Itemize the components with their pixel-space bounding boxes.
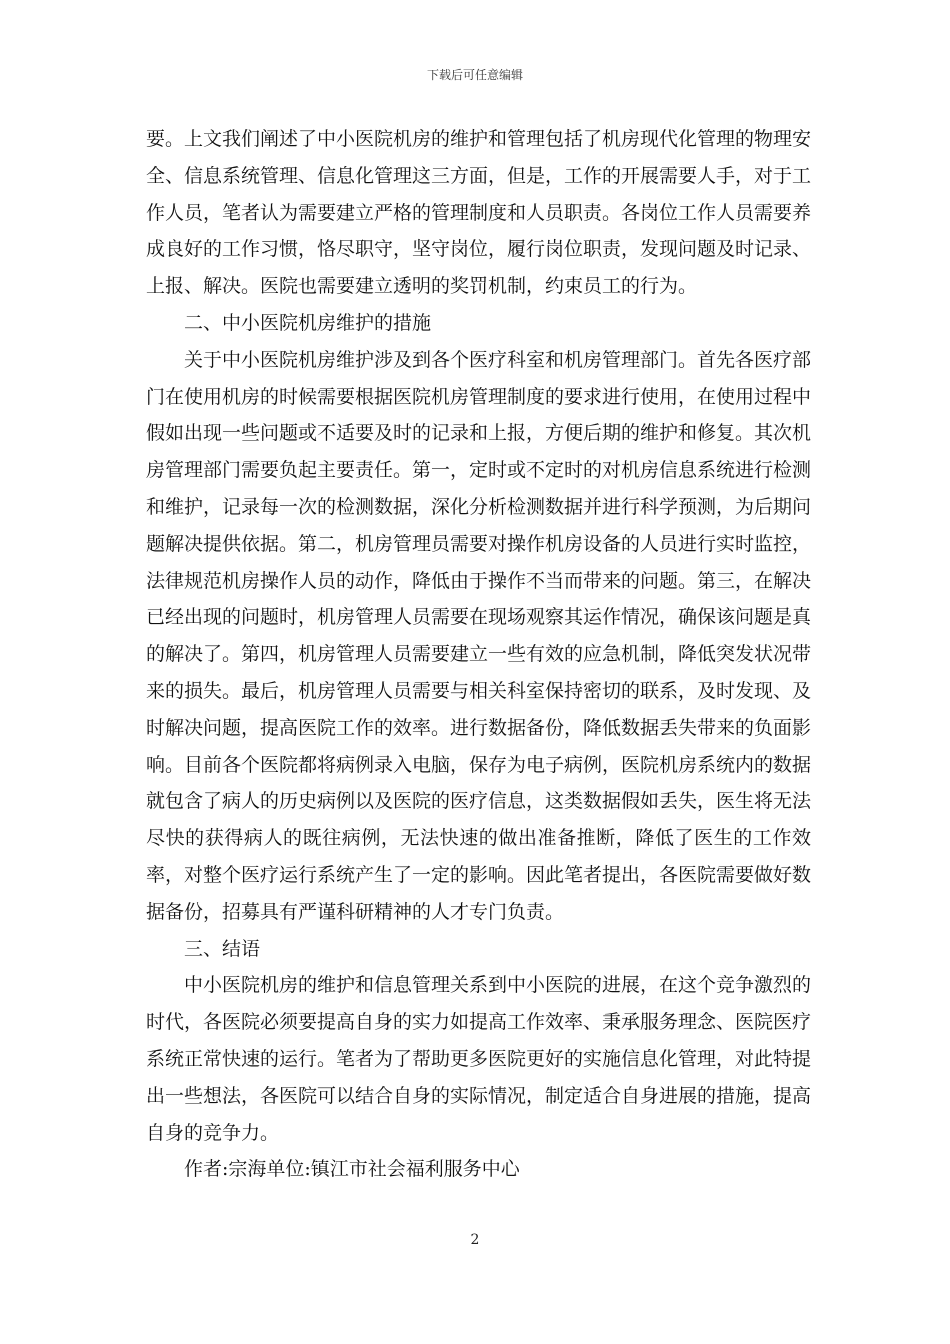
- page-header: 下载后可任意编辑: [426, 68, 523, 82]
- paragraph-conclusion: 中小医院机房的维护和信息管理关系到中小医院的进展，在这个竞争激烈的时代，各医院必须要提高自身的实力如提高工作效率、秉承服务理念、医院医疗系统正常快速的运行。笔者为了帮助更多医院更好的实施信息化管理，对此特提出一些想法，各医院可以结合自身的实际情况，制定适合自身进展的措施，提高自身的竞争力。: [146, 974, 812, 1144]
- section-heading-measures: 二、中小医院机房维护的措施: [184, 311, 432, 334]
- page-number: 2: [470, 1232, 480, 1248]
- section-heading-conclusion: 三、结语: [184, 937, 261, 960]
- paragraph-measures: 关于中小医院机房维护涉及到各个医疗科室和机房管理部门。首先各医疗部门在使用机房的时候需要根据医院机房管理制度的要求进行使用，在使用过程中假如出现一些问题或不适要及时的记录和上报，方便后期的维护和修复。其次机房管理部门需要负起主要责任。第一，定时或不定时的对机房信息系统进行检测和维护，记录每一次的检测数据，深化分析检测数据并进行科学预测，为后期问题解决提供依据。第二，机房管理员需要对操作机房设备的人员进行实时监控，法律规范机房操作人员的动作，降低由于操作不当而带来的问题。第三，在解决已经出现的问题时，机房管理人员需要在现场观察其运作情况，确保该问题是真的解决了。第四，机房管理人员需要建立一些有效的应急机制，降低突发状况带来的损失。最后，机房管理人员需要与相关科室保持密切的联系，及时发现、及时解决问题，提高医院工作的效率。进行数据备份，降低数据丢失带来的负面影响。目前各个医院都将病例录入电脑，保存为电子病例，医院机房系统内的数据就包含了病人的历史病例以及医院的医疗信息，这类数据假如丢失，医生将无法尽快的获得病人的既往病例，无法快速的做出准备推断，降低了医生的工作效率，对整个医疗运行系统产生了一定的影响。因此笔者提出，各医院需要做好数据备份，招募具有严谨科研精神的人才专门负责。: [146, 348, 812, 923]
- paragraph-continuation: 要。上文我们阐述了中小医院机房的维护和管理包括了机房现代化管理的物理安全、信息系统管理、信息化管理这三方面，但是，工作的开展需要人手，对于工作人员，笔者认为需要建立严格的管理制度和人员职责。各岗位工作人员需要养成良好的工作习惯，恪尽职守，坚守岗位，履行岗位职责，发现问题及时记录、上报、解决。医院也需要建立透明的奖罚机制，约束员工的行为。: [146, 128, 812, 298]
- author-line: 作者:宗海单位:镇江市社会福利服务中心: [184, 1158, 520, 1181]
- document-body: [146, 121, 811, 1188]
